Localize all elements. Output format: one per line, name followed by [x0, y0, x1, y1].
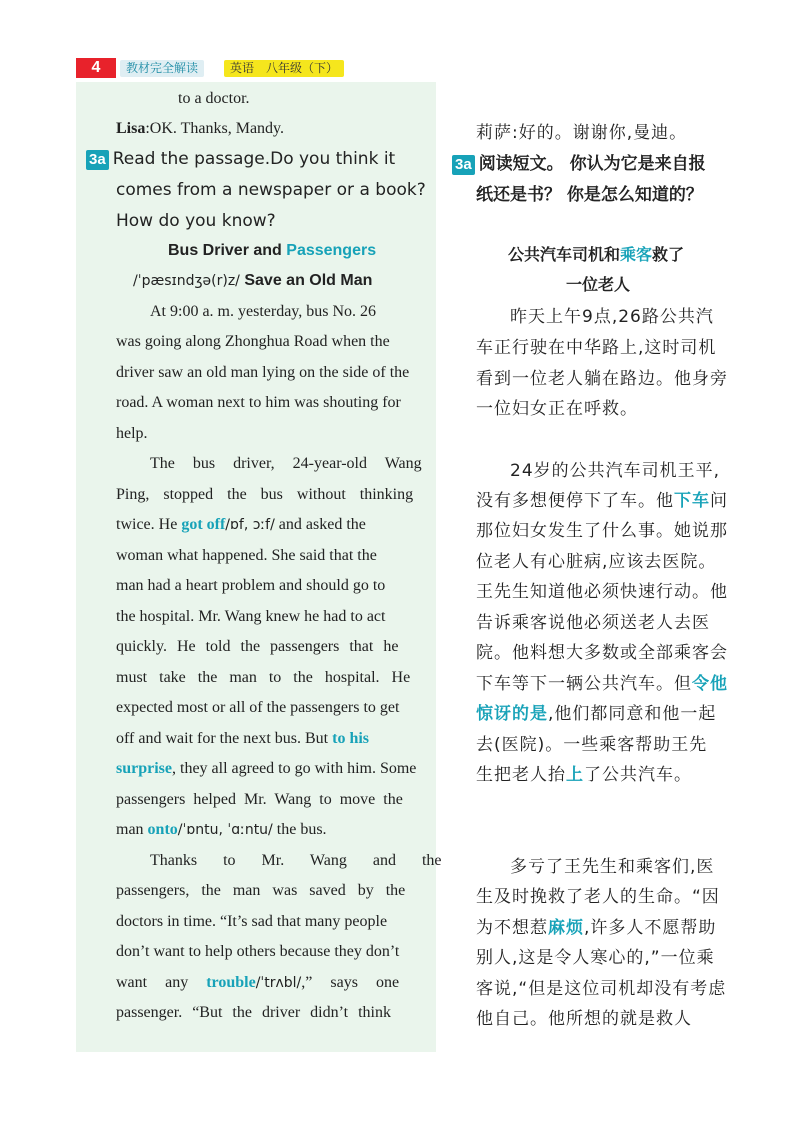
phonetic-trouble: /ˈtrʌbl/: [255, 975, 302, 991]
para1-line: driver saw an old man lying on the side of the: [116, 364, 410, 381]
zh-vocab-got-off: 下车: [674, 491, 710, 511]
para3-line: passengers, the man was saved by the: [116, 882, 406, 899]
para3-line: Thanks to Mr. Wang and the: [150, 852, 442, 869]
zh-para2-line: 院。他料想大多数或全部乘客会: [476, 643, 728, 663]
title-text: Bus Driver and: [168, 242, 287, 259]
vocab-onto: onto: [147, 821, 178, 838]
para2-line: twice. He got off/ɒf, ɔːf/ and asked the: [116, 516, 366, 533]
vocab-got-off: got off: [181, 516, 226, 533]
zh-para2-line: 下车等下一辆公共汽车。但令他: [476, 674, 728, 694]
zh-para2-line: 去(医院)。一些乘客帮助王先: [476, 735, 708, 755]
para2-line: passengers helped Mr. Wang to move the: [116, 791, 403, 808]
para2-line: man had a heart problem and should go to: [116, 577, 386, 594]
zh-para1-line: 看到一位老人躺在路边。他身旁: [476, 369, 728, 389]
zh-vocab-passengers: 乘客: [620, 245, 653, 264]
zh-para2-line: 告诉乘客说他必须送老人去医: [476, 613, 710, 633]
zh-para2-line: 位老人有心脏病,应该去医院。: [476, 552, 717, 572]
zh-para3-line: 为不想惹麻烦,许多人不愿帮助: [476, 918, 717, 938]
para2-line: surprise, they all agreed to go with him. Some: [116, 760, 417, 777]
title-text: Save an Old Man: [239, 272, 373, 289]
zh-question-line-1: [452, 149, 706, 175]
vocab-passengers: Passengers: [286, 242, 377, 259]
zh-para2-line: 王先生知道他必须快速行动。他: [476, 582, 728, 602]
vocab-surprise: surprise: [116, 760, 172, 777]
para1-line: road. A woman next to him was shouting for: [116, 394, 401, 411]
para2-line: The bus driver, 24-year-old Wang: [150, 455, 422, 472]
para3-line: doctors in time. “It’s sad that many people: [116, 913, 388, 930]
dialogue-line-lisa: [116, 120, 284, 138]
zh-para3-line: 他自己。他所想的就是救人: [476, 1009, 692, 1029]
para2-line: must take the man to the hospital. He: [116, 669, 411, 686]
question-line-3: How do you know?: [116, 211, 276, 231]
zh-para2-line: 24岁的公共汽车司机王平,: [510, 461, 721, 481]
phonetic-onto: /ˈɒntu, ˈɑːntu/: [177, 822, 273, 838]
para3-line: want any trouble/ˈtrʌbl/,” says one: [116, 974, 400, 991]
passage-title-line-2: [133, 272, 372, 290]
zh-dialogue-line: 莉萨:好的。谢谢你,曼迪。: [476, 123, 688, 143]
zh-section-badge: 3a: [452, 155, 475, 175]
zh-para2-line: 惊讶的是,他们都同意和他一起: [476, 704, 717, 724]
zh-para3-line: 客说,“但是这位司机却没有考虑: [476, 979, 727, 999]
zh-para1-line: 一位妇女正在呼救。: [476, 399, 638, 419]
para2-line: woman what happened. She said that the: [116, 547, 377, 564]
zh-para3-line: 生及时挽救了老人的生命。“因: [476, 887, 720, 907]
passage-title-line-1: [168, 242, 376, 260]
zh-para3-line: 别人,这是令人寒心的,”一位乘: [476, 948, 715, 968]
para3-line: passenger. “But the driver didn’t think: [116, 1004, 391, 1021]
zh-vocab-trouble: 麻烦: [548, 918, 584, 938]
zh-question-text: 阅读短文。 你认为它是来自报: [478, 154, 706, 174]
book-title: 教材完全解读: [120, 60, 204, 77]
para2-line: expected most or all of the passengers to get: [116, 699, 400, 716]
zh-vocab-onto: 上: [566, 765, 584, 785]
para2-line: man onto/ˈɒntu, ˈɑːntu/ the bus.: [116, 821, 327, 838]
zh-para2-line: 那位妇女发生了什么事。她说那: [476, 521, 728, 541]
zh-passage-title-line-1: 公共汽车司机和乘客救了: [508, 245, 685, 264]
zh-vocab-to-his-surprise: 令他: [692, 674, 728, 694]
page-number: 4: [76, 58, 116, 78]
zh-passage-title-line-2: 一位老人: [566, 275, 631, 294]
page-header: [76, 58, 346, 78]
para3-line: don’t want to help others because they don’t: [116, 943, 400, 960]
phonetic-passengers: /ˈpæsɪndʒə(r)z/: [133, 273, 240, 289]
para2-line: the hospital. Mr. Wang knew he had to act: [116, 608, 386, 625]
vocab-trouble: trouble: [206, 974, 256, 991]
para1-line: was going along Zhonghua Road when the: [116, 333, 390, 350]
zh-para1-line: 车正行驶在中华路上,这时司机: [476, 338, 717, 358]
subject-grade-label: 英语 八年级（下）: [224, 60, 344, 77]
zh-para1-line: 昨天上午9点,26路公共汽: [510, 307, 714, 327]
phonetic-got-off: /ɒf, ɔːf/: [225, 517, 275, 533]
zh-para3-line: 多亏了王先生和乘客们,医: [510, 857, 715, 877]
speaker-name: Lisa: [116, 120, 146, 137]
zh-para2-line: 没有多想便停下了车。他下车问: [476, 491, 728, 511]
para1-line: At 9:00 a. m. yesterday, bus No. 26: [150, 303, 377, 320]
para2-line: quickly. He told the passengers that he: [116, 638, 399, 655]
vocab-to-his-surprise: to his: [332, 730, 370, 747]
zh-vocab-surprise: 惊讶的是: [476, 704, 548, 724]
dialogue-line: to a doctor.: [178, 90, 250, 107]
zh-question-line-2: 纸还是书？ 你是怎么知道的？: [476, 185, 703, 205]
question-line-2: comes from a newspaper or a book?: [116, 180, 426, 200]
section-badge: 3a: [86, 150, 109, 170]
zh-para2-line: 生把老人抬上了公共汽车。: [476, 765, 692, 785]
dialogue-text: :OK. Thanks, Mandy.: [145, 120, 284, 137]
question-line-1: [86, 149, 395, 170]
para2-line: off and wait for the next bus. But to his: [116, 730, 370, 747]
para1-line: help.: [116, 425, 148, 442]
para2-line: Ping, stopped the bus without thinking: [116, 486, 414, 503]
question-text: Read the passage.Do you think it: [112, 149, 396, 169]
